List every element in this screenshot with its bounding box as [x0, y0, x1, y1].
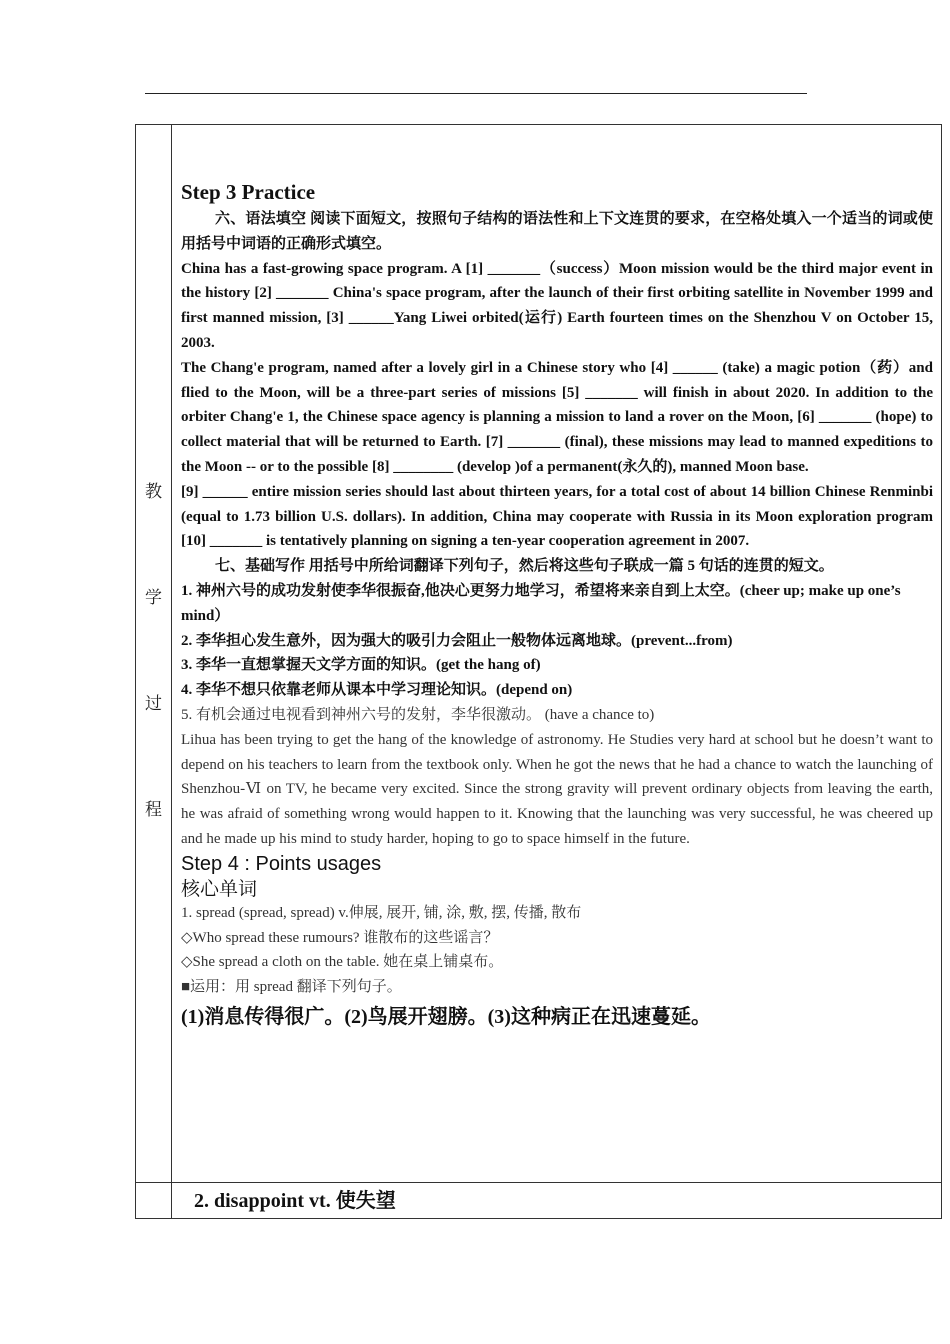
column-divider [171, 125, 172, 1218]
translation-item-3: 3. 李华一直想掌握天文学方面的知识。(get the hang of) [181, 657, 541, 674]
cloze-paragraph-3: [9] ______ entire mission series should last about thirteen years, for a total cost of about 14 billion Chinese Renminbi (equal to 1.73 billion U.S. dollars). In addition, China may cooperate with Russia in its Moon exploration program [10] _______ is tentatively planning on signing a ten-year cooperation agreement in 2007. [181, 483, 933, 550]
side-label-char-3: 过 [145, 694, 162, 714]
exercise7-instruction: 七、基础写作 用括号中所给词翻译下列句子，然后将这些句子联成一篇 5 句话的连贯的短文。 [215, 558, 834, 575]
translation-item-5: 5. 有机会通过电视看到神州六号的发射，李华很激动。 (have a chance to) [181, 706, 655, 723]
translation-item-4: 4. 李华不想只依靠老师从课本中学习理论知识。(depend on) [181, 682, 573, 699]
vocab-item-spread: 1. spread (spread, spread) v.伸展, 展开, 铺, 涂, 敷, 摆, 传播, 散布 [181, 904, 582, 921]
side-label-char-4: 程 [145, 800, 162, 820]
vocab-heading: 核心单词 [181, 877, 258, 900]
cloze-paragraph-1: China has a fast-growing space program. A [1] _______（success）Moon mission would be the third major event in the history [2] _______ China's space program, after the launch of their first orbiting satellite in November 1999 and first manned mission, [3] ______Yang Liwei orbited(运行) Earth fourteen times on the Shenzhou V on October 15, 2003. [181, 260, 933, 351]
usage-prompt: ■运用：用 spread 翻译下列句子。 [181, 979, 402, 996]
side-label-char-2: 学 [145, 588, 162, 608]
step3-heading: Step 3 Practice [181, 180, 316, 204]
example-sentence-1: ◇Who spread these rumours? 谁散布的这些谣言？ [181, 929, 499, 946]
side-label-char-1: 教 [145, 482, 162, 502]
step4-heading: Step 4 : Points usages [181, 852, 382, 875]
header-rule [145, 93, 807, 94]
exercise6-instruction: 六、语法填空 阅读下面短文，按照句子结构的语法性和上下文连贯的要求，在空格处填入一个适当的词或使用括号中词语的正确形式填空。 [181, 211, 933, 252]
cloze-paragraph-2: The Chang'e program, named after a lovely girl in a Chinese story who [4] ______ (take) a magic potion（药）and flied to the Moon, will be a three-part series of missions [5] _______ will finish in about 2020. In addition to the orbiter Chang'e 1, the Chinese space agency is planning a mission to land a rover on the Moon, [6] _______ (hope) to collect material that will be returned to Earth. [7] _______ (final), these missions may lead to manned expeditions to the Moon -- or to the possible [8] ________ (develop )of a permanent(永久的), manned Moon base. [181, 359, 933, 475]
example-sentence-2: ◇She spread a cloth on the table. 她在桌上铺桌布。 [181, 954, 504, 971]
lesson-table [135, 124, 942, 1219]
translation-item-2: 2. 李华担心发生意外，因为强大的吸引力会阻止一般物体远离地球。(prevent...from) [181, 632, 733, 649]
usage-sentences: (1)消息传得很广。(2)鸟展开翅膀。(3)这种病正在迅速蔓延。 [181, 1005, 711, 1028]
translation-item-1: 1. 神州六号的成功发射使李华很振奋,他决心更努力地学习，希望将来亲自到上太空。(cheer up; make up one’s mind） [181, 582, 901, 624]
vocab-item-disappoint: 2. disappoint vt. 使失望 [194, 1190, 396, 1212]
lesson-content [181, 179, 933, 1032]
model-answer: Lihua has been trying to get the hang of the knowledge of astronomy. He Studies very hard at school but he doesn’t want to depend on his teachers to learn from the textbook only. When he got the news that he had a chance to watch the launching of Shenzhou-Ⅵ on TV, he became very excited. Since the strong gravity will prevent ordinary objects from leaving the earth, he was afraid of something wrong would happen to it. Knowing that the launching was very successful, he was cheered up and he made up his mind to study harder, hoping to go to space himself in the future. [181, 731, 933, 847]
